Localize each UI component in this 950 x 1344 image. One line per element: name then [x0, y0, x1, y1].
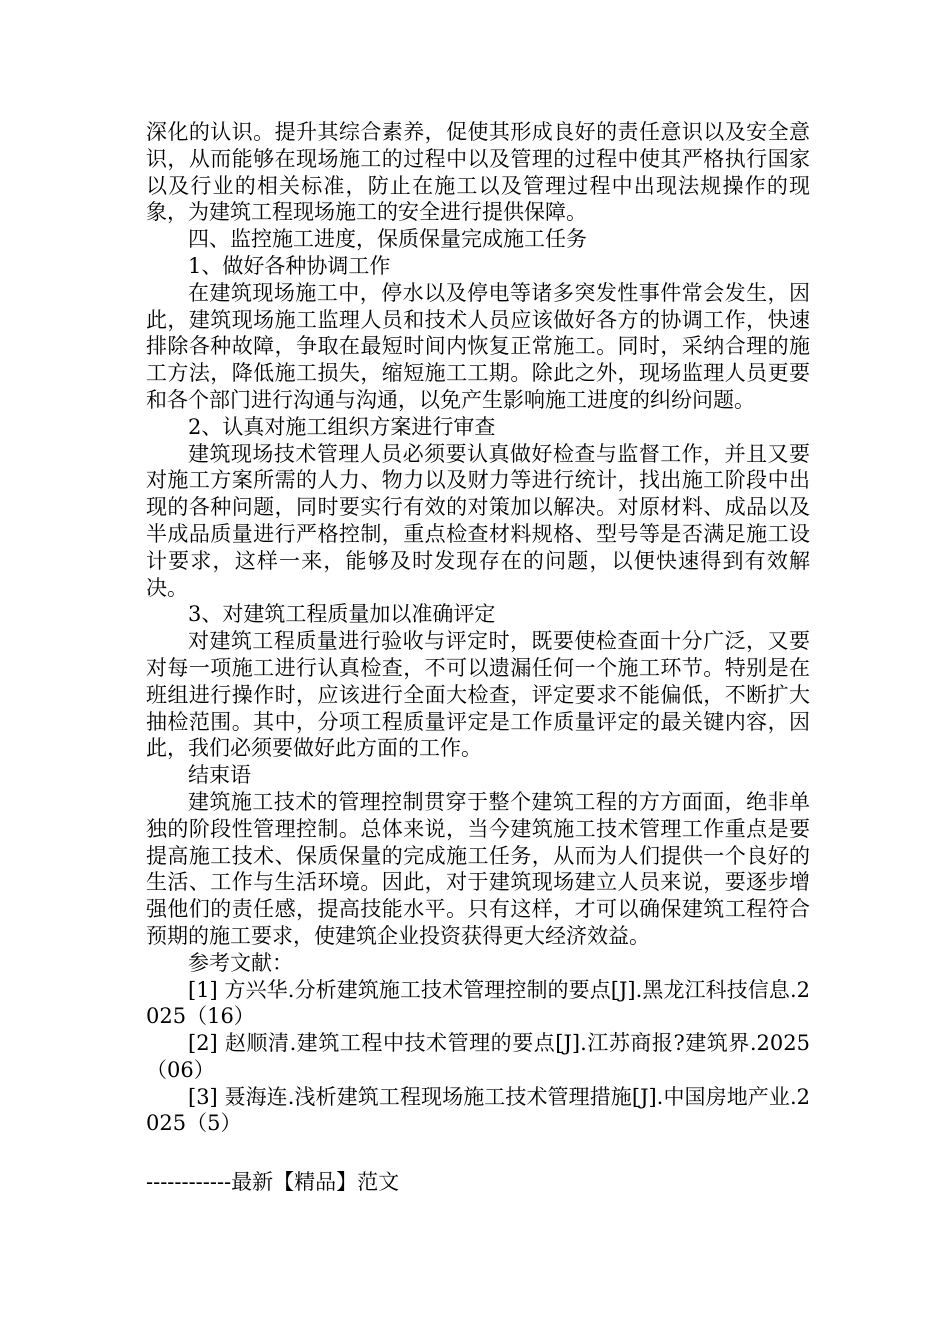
- body-paragraph: 建筑施工技术的管理控制贯穿于整个建筑工程的方方面面，绝非单独的阶段性管理控制。总体来说，当今建筑施工技术管理工作重点是要提高施工技术、保质保量的完成施工任务，从而为人们提供一个良好的生活、工作与生活环境。因此，对于建筑现场建立人员来说，要逐步增强他们的责任感，提高技能水平。只有这样，才可以确保建筑工程符合预期的施工要求，使建筑企业投资获得更大经济效益。: [146, 789, 810, 948]
- conclusion-heading: 结束语: [188, 763, 251, 788]
- document-body: [146, 119, 810, 1137]
- reference-item: [3] 聂海连.浅析建筑工程现场施工技术管理措施[J].中国房地产业.2025（5）: [146, 1084, 810, 1136]
- subsection-heading: 2、认真对施工组织方案进行审查: [188, 414, 496, 439]
- reference-item: [2] 赵顺清.建筑工程中技术管理的要点[J].江苏商报?建筑界.2025（06）: [146, 1031, 810, 1082]
- reference-item: [1] 方兴华.分析建筑施工技术管理控制的要点[J].黑龙江科技信息.2025（16）: [146, 977, 810, 1029]
- subsection-heading: 3、对建筑工程质量加以准确评定: [188, 602, 496, 627]
- body-paragraph: 深化的认识。提升其综合素养，促使其形成良好的责任意识以及安全意识，从而能够在现场施工的过程中以及管理的过程中使其严格执行国家以及行业的相关标准，防止在施工以及管理过程中出现法规操作的现象，为建筑工程现场施工的安全进行提供保障。: [146, 120, 810, 225]
- body-paragraph: 在建筑现场施工中，停水以及停电等诸多突发性事件常会发生，因此，建筑现场施工监理人员和技术人员应该做好各方的协调工作，快速排除各种故障，争取在最短时间内恢复正常施工。同时，采纳合理的施工方法，降低施工损失，缩短施工工期。除此之外，现场监理人员更要和各个部门进行沟通与沟通，以免产生影响施工进度的纠纷问题。: [146, 280, 810, 412]
- subsection-heading: 1、做好各种协调工作: [188, 253, 391, 278]
- body-paragraph: 建筑现场技术管理人员必须要认真做好检查与监督工作，并且又要对施工方案所需的人力、物力以及财力等进行统计，找出施工阶段中出现的各种问题，同时要实行有效的对策加以解决。对原材料、成品以及半成品质量进行严格控制，重点检查材料规格、型号等是否满足施工设计要求，这样一来，能够及时发现存在的问题，以便快速得到有效解决。: [146, 441, 810, 600]
- section-heading: 四、监控施工进度，保质保量完成施工任务: [188, 227, 587, 252]
- references-heading: 参考文献：: [188, 950, 293, 975]
- body-paragraph: 对建筑工程质量进行验收与评定时，既要使检查面十分广泛，又要对每一项施工进行认真检查，不可以遗漏任何一个施工环节。特别是在班组进行操作时，应该进行全面大检查，评定要求不能偏低，不断扩大抽检范围。其中，分项工程质量评定是工作质量评定的最关键内容，因此，我们必须要做好此方面的工作。: [146, 629, 810, 761]
- page-footer: ------------最新【精品】范文: [146, 1170, 400, 1194]
